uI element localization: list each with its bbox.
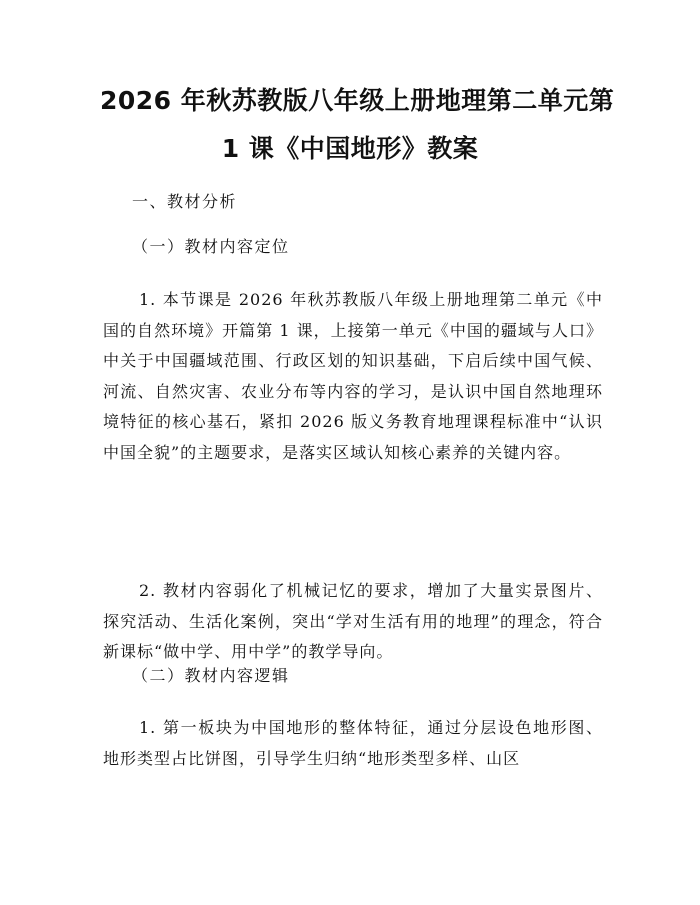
document-title-line-2: 1 课《中国地形》教案: [221, 134, 479, 163]
document-title-line-1: 2026 年秋苏教版八年级上册地理第二单元第: [100, 86, 615, 115]
paragraph-1: 1. 本节课是 2026 年秋苏教版八年级上册地理第二单元《中国的自然环境》开篇第 1 课，上接第一单元《中国的疆域与人口》中关于中国疆域范围、行政区划的知识基础，下启后续中国气候、河流、自然灾害、农业分布等内容的学习，是认识中国自然地理环境特征的核心基石，紧扣 2026 版义务教育地理课程标准中“认识中国全貌”的主题要求，是落实区域认知核心素养的关键内容。: [103, 290, 603, 462]
section-heading-teaching-material-analysis: 一、教材分析: [132, 192, 238, 211]
subsection-heading-content-positioning: （一）教材内容定位: [132, 237, 290, 256]
paragraph-2: 2. 教材内容弱化了机械记忆的要求，增加了大量实景图片、探究活动、生活化案例，突出“学对生活有用的地理”的理念，符合新课标“做中学、用中学”的教学导向。: [103, 581, 603, 661]
paragraph-3: 1. 第一板块为中国地形的整体特征，通过分层设色地形图、地形类型占比饼图，引导学生归纳“地形类型多样、山区: [103, 718, 603, 768]
subsection-heading-content-logic: （二）教材内容逻辑: [132, 666, 290, 685]
